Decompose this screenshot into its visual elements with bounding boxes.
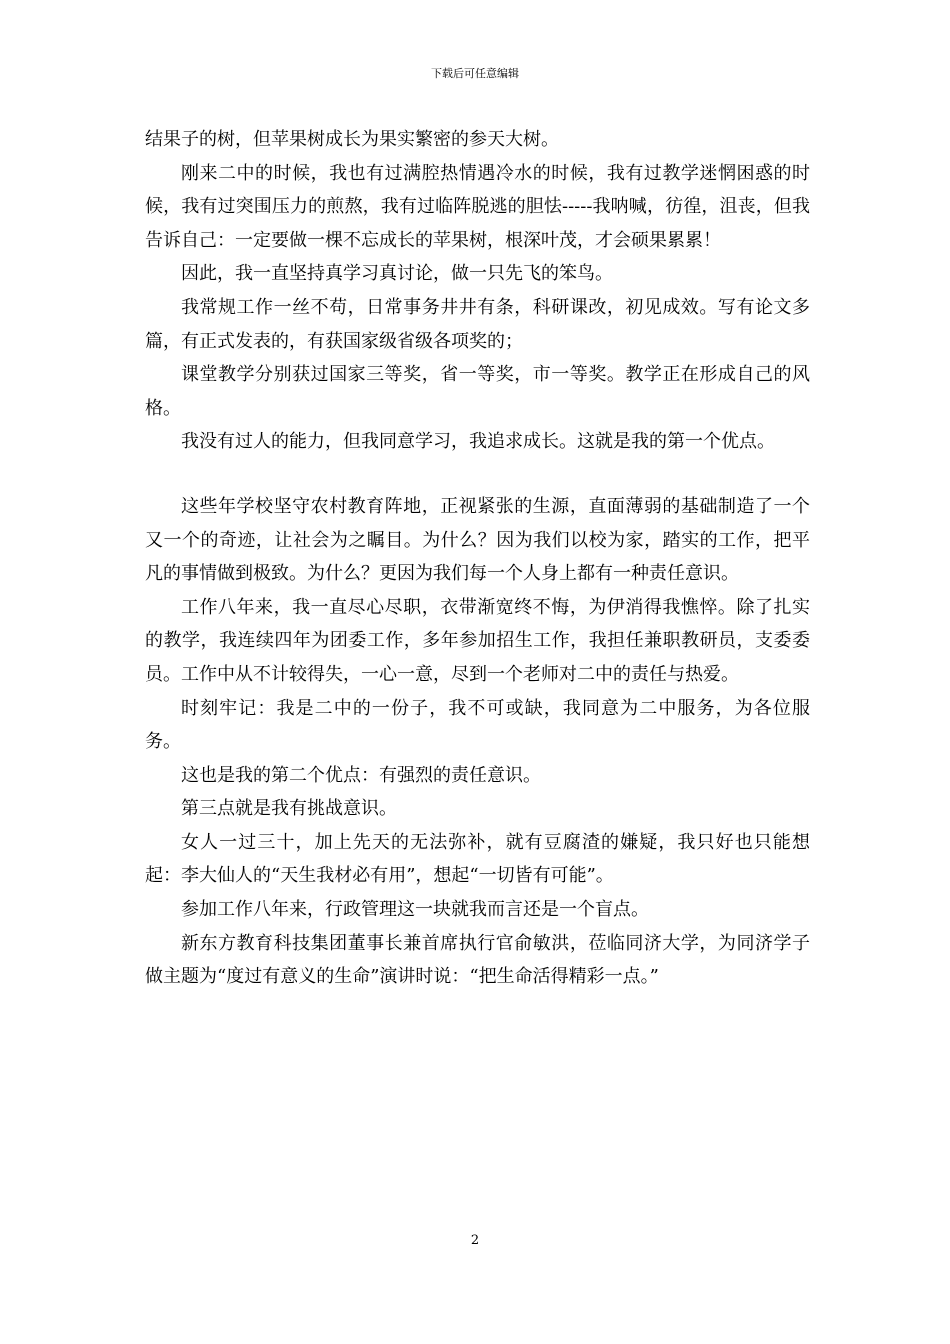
paragraph: 时刻牢记：我是二中的一份子，我不可或缺，我同意为二中服务，为各位服务。 [145, 697, 810, 753]
page-number: 2 [470, 1233, 480, 1248]
paragraph: 女人一过三十，加上先天的无法弥补，就有豆腐渣的嫌疑，我只好也只能想起：李大仙人的“天生我材必有用”，想起“一切皆有可能”。 [145, 831, 810, 887]
paragraph: 因此，我一直坚持真学习真讨论，做一只先飞的笨鸟。 [181, 263, 613, 285]
paragraph: 结果子的树，但苹果树成长为果实繁密的参天大树。 [145, 129, 559, 150]
paragraph: 第三点就是我有挑战意识。 [181, 798, 397, 820]
paragraph: 工作八年来，我一直尽心尽职，衣带渐宽终不悔，为伊消得我憔悴。除了扎实的教学，我连续四年为团委工作，多年参加招生工作，我担任兼职教研员，支委委员。工作中从不计较得失，一心一意，尽到一个老师对二中的责任与热爱。 [145, 596, 810, 685]
paragraph: 这也是我的第二个优点：有强烈的责任意识。 [181, 764, 541, 786]
paragraph: 刚来二中的时候，我也有过满腔热情遇冷水的时候，我有过教学迷惘困惑的时候，我有过突围压力的煎熬，我有过临阵脱逃的胆怯-----我呐喊，彷徨，沮丧，但我告诉自己：一定要做一棵不忘成长的苹果树，根深叶茂，才会硕果累累！ [145, 162, 810, 251]
paragraph: 我常规工作一丝不苟，日常事务井井有条，科研课改，初见成效。写有论文多篇，有正式发表的，有获国家级省级各项奖的； [145, 296, 810, 352]
paragraph: 新东方教育科技集团董事长兼首席执行官俞敏洪，莅临同济大学，为同济学子做主题为“度过有意义的生命”演讲时说：“把生命活得精彩一点。” [145, 932, 810, 988]
paragraph: 参加工作八年来，行政管理这一块就我而言还是一个盲点。 [181, 899, 649, 921]
paragraph: 课堂教学分别获过国家三等奖，省一等奖，市一等奖。教学正在形成自己的风格。 [145, 364, 810, 419]
page-header: 下载后可任意编辑 [431, 67, 519, 80]
document-body [145, 123, 810, 994]
paragraph: 我没有过人的能力，但我同意学习，我追求成长。这就是我的第一个优点。 [181, 431, 775, 453]
paragraph: 这些年学校坚守农村教育阵地，正视紧张的生源，直面薄弱的基础制造了一个又一个的奇迹，让社会为之瞩目。为什么？因为我们以校为家，踏实的工作，把平凡的事情做到极致。为什么？更因为我们每一个人身上都有一种责任意识。 [145, 495, 810, 585]
